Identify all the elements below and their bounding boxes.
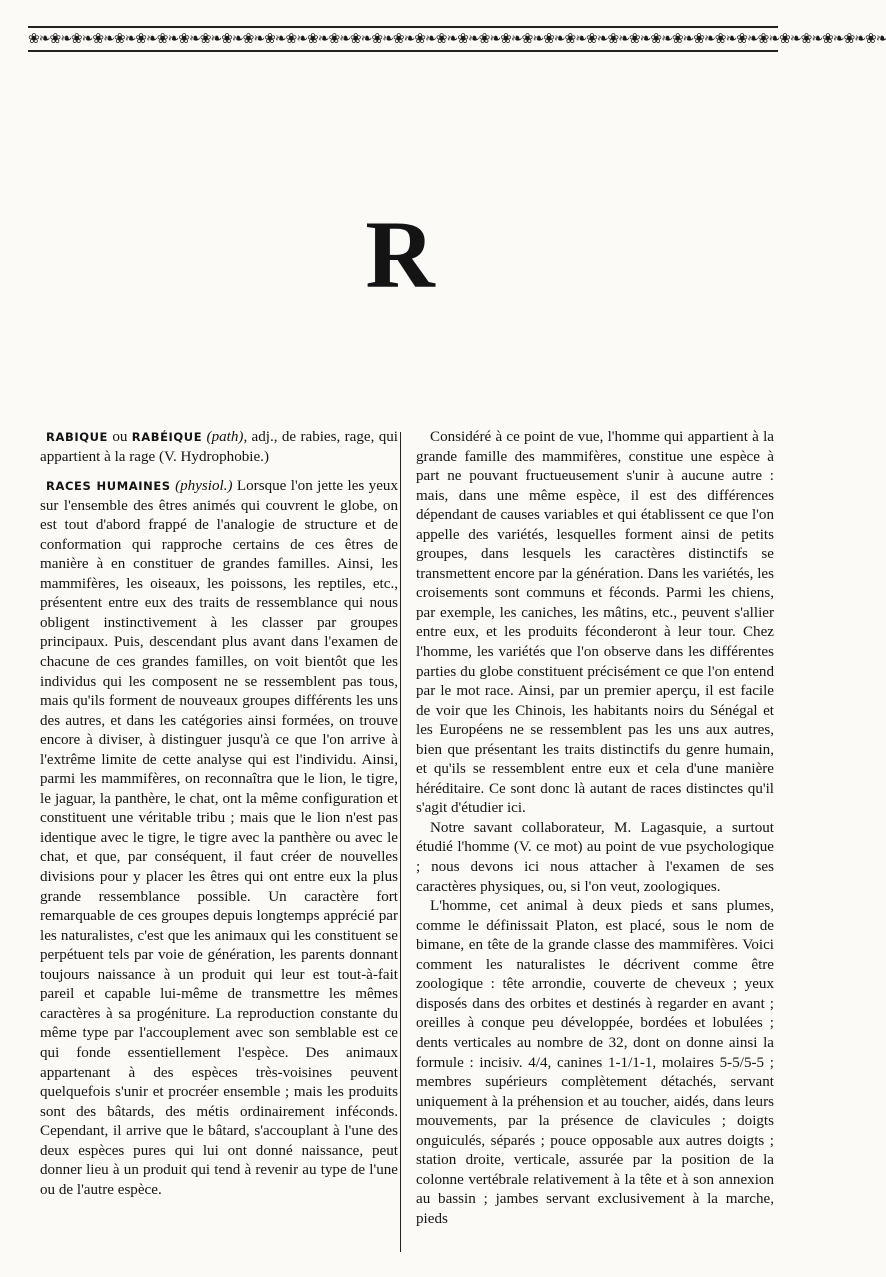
body-paragraph: L'homme, cet animal à deux pieds et sans plumes, comme le définissait Platon, est placé, sous le nom de bimane, en tête de la grande classe des mammifères. Voici comment les naturalistes le décrivent comme être zoologique : tête arrondie, couverte de cheveux ; yeux disposés dans des orbites et destinés à regarder en avant ; oreilles à conque peu développée, bordées et lobulées ; dents verticales au nombre de 32, dont on donne ainsi la formule : incisiv. 4/4, canines 1-1/1-1, molaires 5-5/5-5 ; membres supérieurs complètement détachés, servant uniquement à la préhension et au toucher, aidés, dans leurs mouvements, par la présence de clavicules ; doigts onguiculés, séparés ; pouce opposable aux autres doigts ; station droite, verticale, assurée par la position de la colonne vertébrale relativement à la tête et à son annexion au bassin ; jambes servant exclusivement à la marche, pieds bbox=[416, 898, 774, 1227]
ornamental-border: ❀❧❀❧❀❧❀❧❀❧❀❧❀❧❀❧❀❧❀❧❀❧❀❧❀❧❀❧❀❧❀❧❀❧❀❧❀❧❀❧❀❧❀❧❀❧❀❧❀❧❀❧❀❧❀❧❀❧❀❧❀❧❀❧❀❧❀❧❀❧❀❧❀❧❀❧❀❧❀❧ bbox=[28, 26, 778, 52]
entry-headword: RABIQUE bbox=[46, 430, 108, 444]
entry-text: Lorsque l'on jette les yeux sur l'ensemble des êtres animés qui couvrent le globe, on est tout d'abord frappé de l'analogie de structure et de conformation qui rapproche certains de ces êtres de manière à en constituer de grandes familles. Ainsi, les mammifères, les oiseaux, les poissons, les reptiles, etc., présentent entre eux des traits de ressemblance qui nous obligent instinctivement à les classer par groupes principaux. Puis, descendant plus avant dans l'examen de chacune de ces grandes familles, on voit bientôt que les individus qui les composent ne se ressemblent pas tous, mais qu'ils forment de nouveaux groupes différents les uns des autres, et dans les catégories ainsi formées, on trouve encore à diviser, à distinguer jusqu'à ce que l'on arrive à l'extrême limite de cette analyse qui est l'individu. Ainsi, parmi les mammifères, on reconnaîtra que le lion, le tigre, le jaguar, la panthère, le chat, ont la même configuration et constituent une véritable tribu ; mais que le lion n'est pas identique avec le tigre, le tigre avec la panthère ou avec le chat, et que, par conséquent, il faut créer de nouvelles divisions pour y placer les êtres qui ont entre eux la plus grande ressemblance possible. Un caractère fort remarquable de ces groupes depuis longtemps apprécié par les naturalistes, c'est que les animaux qui les constituent se perpétuent tels par voie de génération, les parents donnant toujours naissance à un produit qui leur est tout-à-fait pareil et capable lui-même de transmettre les mêmes caractères à sa progéniture. La reproduction constante du même type par l'accouplement avec son semblable est ce qui fonde essentiellement l'espèce. Des animaux appartenant à des espèces très-voisines peuvent quelquefois s'unir et procréer ensemble ; mais les produits sont des bâtards, des métis ordinairement inféconds. Cependant, il arrive que le bâtard, s'accouplant à l'une des deux espèces pures qui lui ont donné naissance, peut donner lieu à un produit qui tend à revenir au type de l'une ou de l'autre espèce. bbox=[40, 478, 398, 1198]
dictionary-entry bbox=[40, 477, 398, 1200]
right-column bbox=[416, 428, 774, 1229]
dictionary-entry bbox=[40, 428, 398, 467]
entry-tag: (path) bbox=[206, 429, 244, 445]
left-column bbox=[40, 428, 398, 1200]
entry-headword: RACES HUMAINES bbox=[46, 479, 171, 494]
entry-tag: (physiol.) bbox=[175, 478, 233, 495]
entry-headword-variant: RABÉIQUE bbox=[131, 430, 203, 444]
body-paragraph: Considéré à ce point de vue, l'homme qui appartient à la grande famille des mammifères, constitue une espèce à part ne pouvant fructueusement s'unir à aucune autre : mais, dans une même espèce, il est des différences dépendant de causes variables et qui établissent ce que l'on appelle des variétés, lesquelles forment ainsi de petits groupes, dans lesquels les caractères distinctifs se transmettent encore par la génération. Dans les variétés, les croisements sont communs et féconds. Parmi les chiens, par exemple, les caniches, les mâtins, etc., peuvent s'allier entre eux, et les produits féconderont à leur tour. Chez l'homme, les variétés que l'on observe dans les différentes parties du globe constituent précisément ce que l'on entend par le mot race. Ainsi, par un premier aperçu, il est facile de voir que les Chinois, les habitants noirs du Sénégal et les Européens ne se ressemblent pas les uns aux autres, bien que présentant les traits distinctifs du genre humain, et qu'ils se ressemblent entre eux et cela d'une manière héréditaire. Ce sont donc là autant de races distinctes qu'il s'agit d'étudier ici. bbox=[416, 429, 774, 817]
entry-conjunction: ou bbox=[107, 429, 132, 445]
entry-text: , adj., de rabies, rage, qui appartient à la rage (V. Hydrophobie.) bbox=[40, 429, 398, 465]
body-paragraph: Notre savant collaborateur, M. Lagasquie, a surtout étudié l'homme (V. ce mot) au point de vue psychologique ; nous devons ici nous attacher à l'examen de ses caractères physiques, ou, si l'on veut, zoologiques. bbox=[416, 819, 774, 895]
column-divider bbox=[400, 432, 401, 1252]
section-letter: R bbox=[365, 201, 435, 308]
